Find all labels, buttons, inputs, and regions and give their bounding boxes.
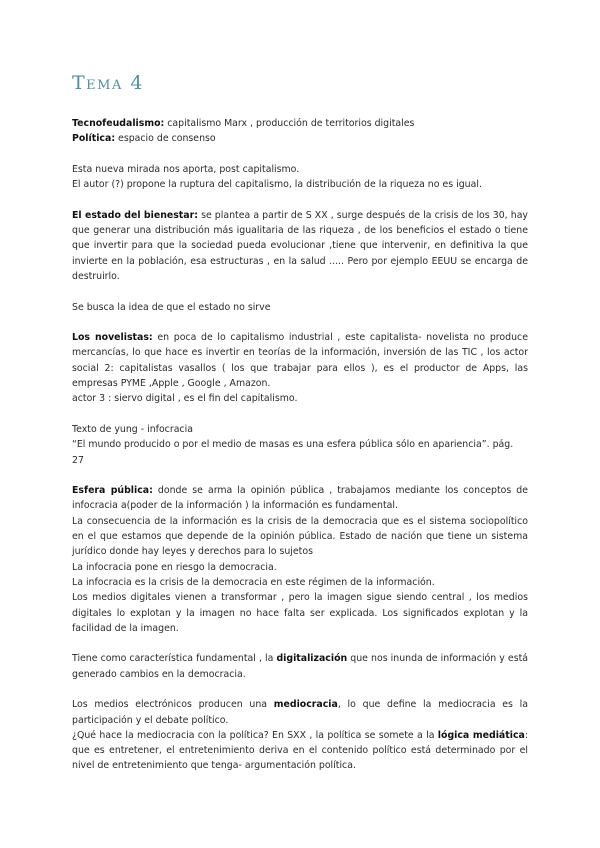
definition-tecnofeudalismo [72,116,528,131]
term: mediocracia [273,699,338,711]
paragraph: actor 3 : siervo digital , es el fin del capitalismo. [72,393,298,405]
quote: “El mundo producido o por el medio de masas es una esfera pública sólo en apariencia”. pág. 27 [72,439,514,466]
term: Tecnofeudalismo: [72,118,165,129]
page-title: Tema 4 [72,72,144,94]
paragraph-logica-mediatica [72,728,528,774]
term: Esfera pública: [72,485,153,497]
definition-text: donde se arma la opinión pública , trabajamos mediante los conceptos de infocracia a(poder de la información ) la información es fundamental. [72,485,528,512]
definition-text: se plantea a partir de S XX , surge después de la crisis de los 30, hay que generar una distribución más igualitaria de las riqueza , de los beneficios el estado o tiene que invertir para que la sociedad pueda evolucionar ,tiene que intervenir, en definitiva la que invierte en la población, esa estructuras , en la salud ..... Pero por ejemplo EEUU se encarga de destruirlo. [72,209,528,282]
paragraph: El autor (?) propone la ruptura del capitalismo, la distribución de la riqueza no es igual. [72,179,482,191]
paragraph-mediocracia [72,697,528,728]
term: digitalización [276,653,348,665]
paragraph-digitalizacion [72,651,528,682]
text: , lo que define la mediocracia es la participación y el debate político. [72,699,528,726]
definition-text: en poca de lo capitalismo industrial , este capitalista- novelista no produce mercancías, lo que hace es invertir en teorías de la información, inversión de las TIC , los actor social 2: capitalistas vasallos ( los que trabajar para ellos ), es el productor de Apps, las empresas PYME ,Apple , Google , Amazon. [72,332,528,390]
paragraph: Se busca la idea de que el estado no sirve [72,301,271,313]
text: ¿Qué hace la mediocracia con la política? En SXX , la política se somete a la [72,729,438,741]
definition-text: capitalismo Marx , producción de territorios digitales [164,118,415,129]
term: Política: [72,133,116,145]
definition-text: espacio de consenso [115,133,216,145]
paragraph: La infocracia pone en riesgo la democracia. [72,561,277,573]
paragraph: Los medios digitales vienen a transformar , pero la imagen sigue siendo central , los medios digitales lo explotan y la imagen no hace falta ser explicada. Los significados explotan y la facilidad de la imagen. [72,592,528,634]
definition-novelistas [72,330,528,391]
definition-estado-bienestar [72,208,528,284]
document-body [72,116,528,774]
paragraph: La infocracia es la crisis de la democracia en este régimen de la información. [72,576,435,588]
definition-esfera-publica [72,483,528,514]
text: que nos inunda de información y está generado cambios en la democracia. [72,653,529,680]
paragraph: La consecuencia de la información es la crisis de la democracia que es el sistema sociopolítico en el que estamos que depende de la opinión pública. Estado de nación que tiene un sistema jurídico donde hay leyes y derechos para lo sujetos [72,515,528,558]
definition-politica [72,131,528,146]
text: Los medios electrónicos producen una [72,699,274,711]
term: Los novelistas: [72,332,153,344]
paragraph: Texto de yung - infocracia [72,423,193,435]
term: El estado del bienestar: [72,209,198,221]
term: lógica mediática [437,729,525,741]
paragraph: Esta nueva mirada nos aporta, post capitalismo. [72,163,300,175]
text: : que es entretener, el entretenimiento deriva en el contenido político está determinado por el nivel de entretenimiento que tenga- argumentación política. [72,729,529,772]
text: Tiene como característica fundamental , la [72,653,277,665]
